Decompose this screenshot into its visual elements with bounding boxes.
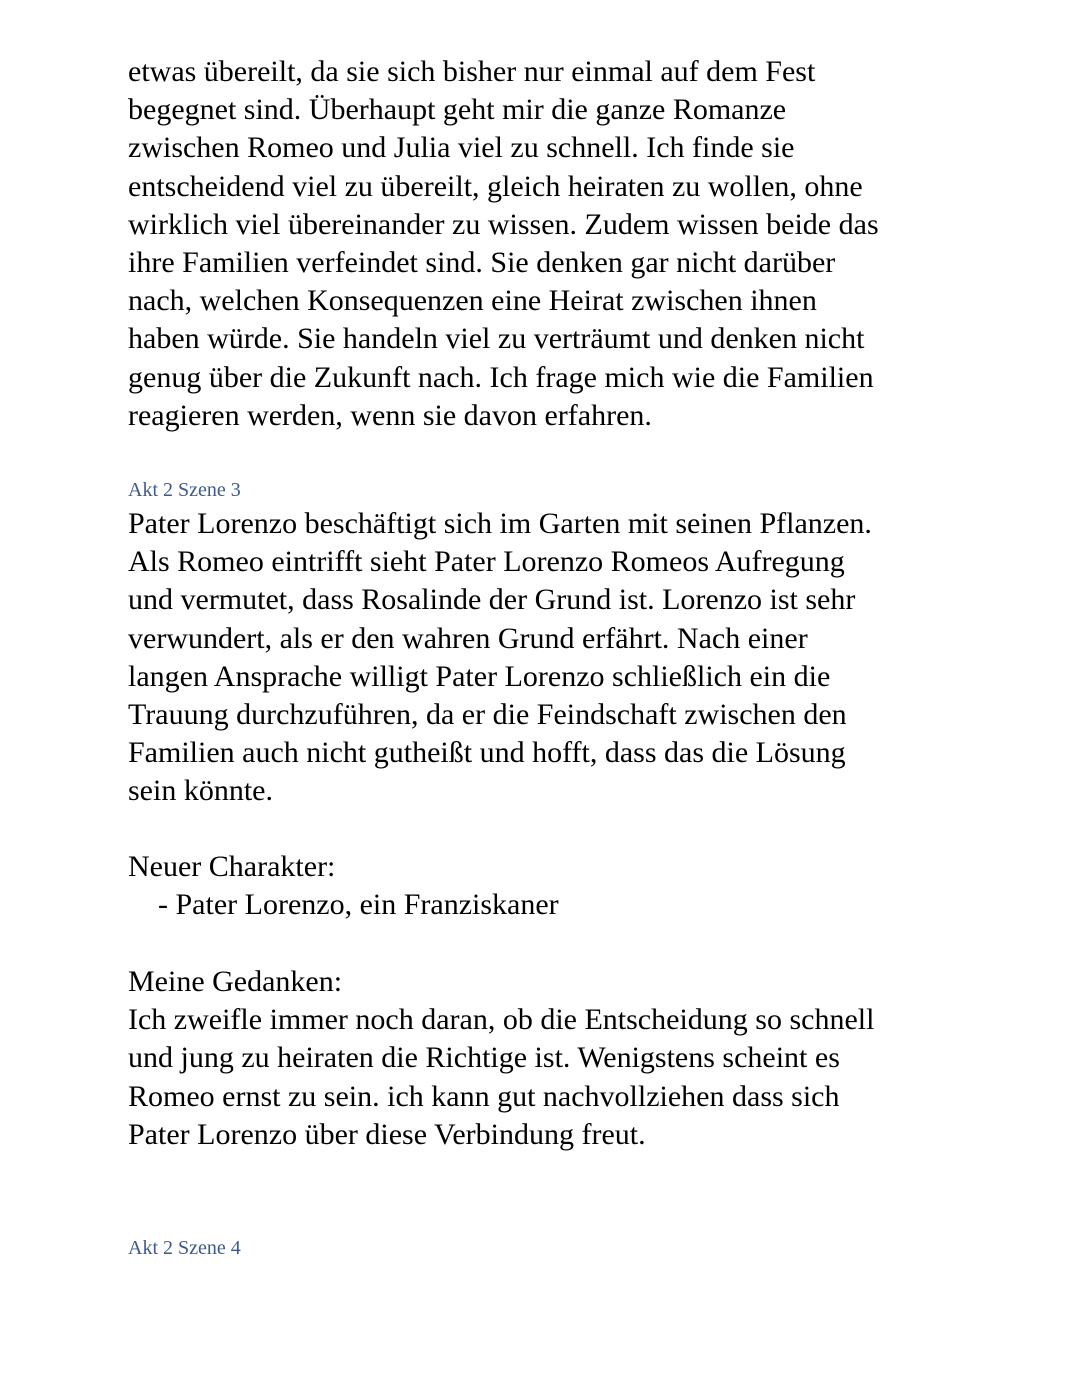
text-line: etwas übereilt, da sie sich bisher nur einmal auf dem Fest — [128, 55, 816, 88]
text-line: Romeo ernst zu sein. ich kann gut nachvollziehen dass sich — [128, 1079, 840, 1113]
text-line: ihre Familien verfeindet sind. Sie denken gar nicht darüber — [128, 246, 836, 280]
new-character-label: Neuer Charakter: — [128, 850, 336, 883]
thoughts-section — [128, 963, 1008, 1154]
new-character-item: - Pater Lorenzo, ein Franziskaner — [158, 888, 559, 922]
text-line: Ich zweifle immer noch daran, ob die Entscheidung so schnell — [128, 1003, 875, 1037]
new-character-section — [128, 848, 1008, 924]
intro-paragraph — [128, 53, 1008, 435]
thoughts-label: Meine Gedanken: — [128, 965, 343, 998]
text-line: verwundert, als er den wahren Grund erfährt. Nach einer — [128, 621, 808, 655]
scene4-heading: Akt 2 Szene 4 — [128, 1237, 241, 1259]
text-line: sein könnte. — [128, 774, 273, 808]
scene3-heading: Akt 2 Szene 3 — [128, 479, 241, 501]
text-line: Familien auch nicht gutheißt und hofft, dass das die Lösung — [128, 736, 846, 770]
text-line: zwischen Romeo und Julia viel zu schnell. Ich finde sie — [128, 131, 795, 165]
text-line: Als Romeo eintrifft sieht Pater Lorenzo Romeos Aufregung — [128, 545, 845, 579]
text-line: langen Ansprache willigt Pater Lorenzo schließlich ein die — [128, 659, 831, 693]
text-line: Pater Lorenzo über diese Verbindung freut. — [128, 1117, 646, 1151]
text-line: nach, welchen Konsequenzen eine Heirat zwischen ihnen — [128, 284, 817, 318]
text-line: und vermutet, dass Rosalinde der Grund ist. Lorenzo ist sehr — [128, 583, 856, 617]
text-line: Pater Lorenzo beschäftigt sich im Garten mit seinen Pflanzen. — [128, 507, 872, 540]
text-line: begegnet sind. Überhaupt geht mir die ganze Romanze — [128, 93, 787, 127]
text-line: und jung zu heiraten die Richtige ist. Wenigstens scheint es — [128, 1041, 840, 1075]
text-line: reagieren werden, wenn sie davon erfahren. — [128, 398, 652, 432]
text-line: entscheidend viel zu übereilt, gleich heiraten zu wollen, ohne — [128, 169, 863, 203]
text-line: haben würde. Sie handeln viel zu verträumt und denken nicht — [128, 322, 865, 356]
text-line: Trauung durchzuführen, da er die Feindschaft zwischen den — [128, 698, 847, 732]
scene3-summary — [128, 505, 1008, 811]
text-line: wirklich viel übereinander zu wissen. Zudem wissen beide das — [128, 207, 879, 241]
text-line: genug über die Zukunft nach. Ich frage mich wie die Familien — [128, 360, 874, 394]
